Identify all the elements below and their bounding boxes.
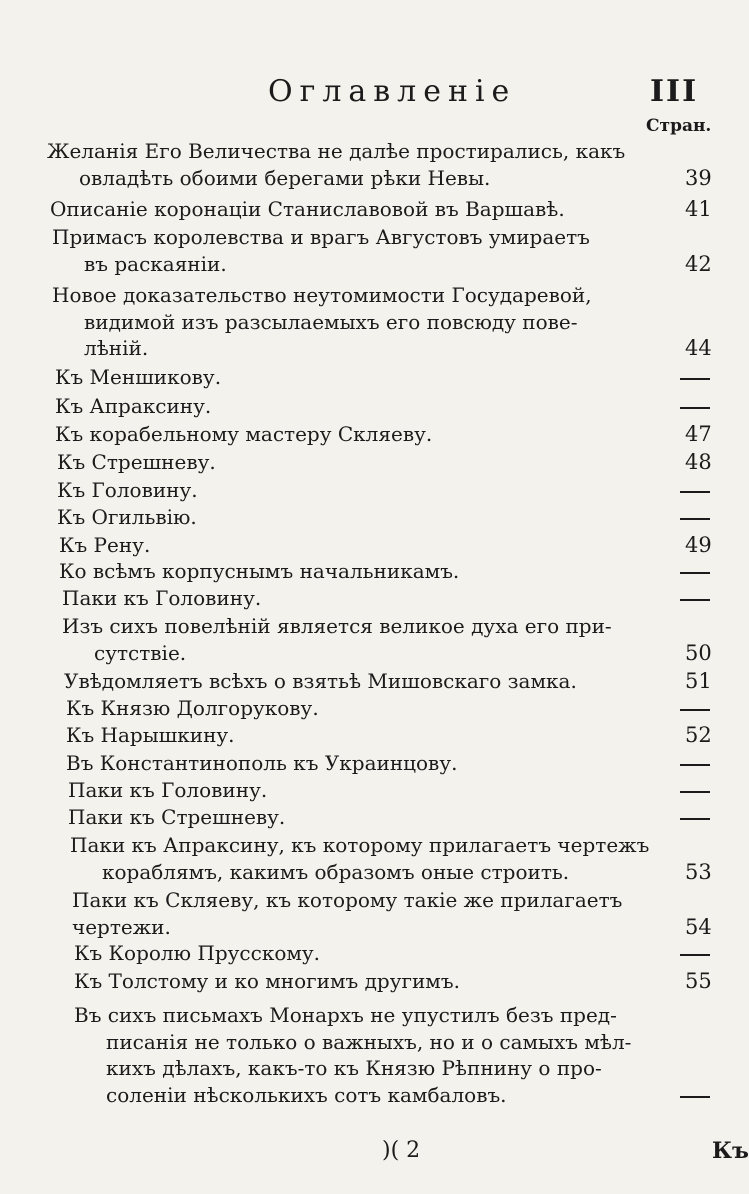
toc-entry-line: соленіи нѣсколькихъ сотъ камбаловъ. bbox=[106, 1082, 507, 1107]
toc-ditto-dash bbox=[680, 407, 710, 409]
toc-entry bbox=[57, 477, 198, 504]
toc-entry-line: Къ Королю Прусскому. bbox=[74, 941, 321, 965]
toc-ditto-dash bbox=[680, 572, 710, 574]
toc-entry bbox=[52, 224, 712, 277]
toc-entry bbox=[50, 196, 712, 223]
toc-entry-line: Къ Головину. bbox=[57, 478, 198, 502]
toc-entry-line: Новое доказательство неутомимости Государевой, bbox=[52, 283, 592, 307]
toc-entry-line: Паки къ Головину. bbox=[68, 778, 268, 802]
toc-entry bbox=[72, 887, 712, 940]
toc-entry-line: Увѣдомляетъ всѣхъ о взятьѣ Мишовскаго замка. bbox=[64, 669, 577, 693]
toc-page-number: 41 bbox=[685, 197, 712, 221]
toc-page-number: 55 bbox=[685, 969, 712, 993]
toc-page-number: 48 bbox=[685, 450, 712, 474]
signature-mark: )( 2 bbox=[382, 1138, 421, 1163]
toc-entry-line: Къ Князю Долгорукову. bbox=[66, 696, 319, 720]
toc-ditto-dash bbox=[680, 709, 710, 711]
toc-entry-line: Въ Константинополь къ Украинцову. bbox=[66, 751, 458, 775]
toc-entry-line: писанія не только о важныхъ, но и о самыхъ мѣл- bbox=[106, 1029, 632, 1054]
toc-entry bbox=[59, 532, 712, 559]
toc-entry-line: Къ Огильвію. bbox=[57, 505, 197, 529]
toc-entry bbox=[57, 449, 712, 476]
toc-entry bbox=[70, 832, 712, 885]
toc-entry bbox=[68, 777, 267, 804]
toc-ditto-dash bbox=[680, 818, 710, 820]
toc-entry-line: Къ Меншикову. bbox=[55, 365, 222, 389]
toc-entry bbox=[66, 750, 457, 777]
toc-entry bbox=[74, 1002, 631, 1108]
toc-page-number: 42 bbox=[685, 251, 712, 276]
toc-entry-line: Паки къ Скляеву, къ которому такіе же прилагаетъ bbox=[72, 888, 623, 912]
toc-entry bbox=[68, 804, 285, 831]
toc-page-number: 53 bbox=[685, 859, 712, 884]
toc-entry-line: Къ корабельному мастеру Скляеву. bbox=[55, 422, 433, 446]
toc-entry-line: кораблямъ, какимъ образомъ оные строить. bbox=[102, 859, 570, 884]
toc-entry-line: лѣній. bbox=[84, 336, 149, 360]
toc-ditto-dash bbox=[680, 764, 710, 766]
toc-page-number: 52 bbox=[685, 723, 712, 747]
toc-page-number: 49 bbox=[685, 533, 712, 557]
toc-ditto-dash bbox=[680, 378, 710, 380]
toc-entry bbox=[47, 138, 712, 191]
toc-entry-line: Описаніе коронаціи Станиславовой въ Варшавѣ. bbox=[50, 197, 565, 221]
toc-entry bbox=[62, 585, 261, 612]
toc-page-number: 47 bbox=[685, 422, 712, 446]
toc-entry bbox=[55, 364, 221, 391]
toc-ditto-dash bbox=[680, 491, 710, 493]
toc-entry-line: Паки къ Стрешневу. bbox=[68, 805, 286, 829]
toc-entry-line: Паки къ Апраксину, къ которому прилагаетъ чертежъ bbox=[70, 833, 650, 857]
toc-entry-line: чертежи. bbox=[72, 914, 171, 939]
toc-entry bbox=[62, 613, 712, 666]
toc-entry-line: кихъ дѣлахъ, какъ-то къ Князю Рѣпнину о про- bbox=[106, 1056, 602, 1080]
toc-entry-line: овладѣть обоими берегами рѣки Невы. bbox=[79, 165, 491, 190]
toc-entry bbox=[64, 668, 712, 695]
toc-ditto-dash bbox=[680, 954, 710, 956]
toc-page-number: 51 bbox=[685, 669, 712, 693]
toc-page-number: 54 bbox=[685, 914, 712, 939]
toc-entry bbox=[66, 695, 319, 722]
toc-entry-line: Ко всѣмъ корпуснымъ начальникамъ. bbox=[59, 559, 460, 583]
toc-ditto-dash bbox=[680, 518, 710, 520]
page-number: III bbox=[650, 74, 699, 109]
toc-entry-line: Къ Рену. bbox=[59, 533, 151, 557]
toc-ditto-dash bbox=[680, 599, 710, 601]
toc-entry bbox=[57, 504, 197, 531]
toc-page-number: 44 bbox=[685, 336, 712, 360]
toc-entry-line: видимой изъ разсылаемыхъ его повсюду пове- bbox=[84, 309, 578, 334]
toc-ditto-dash bbox=[680, 1096, 710, 1098]
toc-entry bbox=[74, 940, 320, 967]
toc-entry-line: Къ Нарышкину. bbox=[66, 723, 235, 747]
toc-entry bbox=[66, 722, 712, 749]
toc-entry bbox=[74, 968, 712, 995]
toc-entry bbox=[55, 393, 211, 420]
toc-page-number: 39 bbox=[685, 165, 712, 190]
toc-entry-line: Желанія Его Величества не далѣе простирались, какъ bbox=[47, 139, 626, 163]
toc-entry-line: въ раскаяніи. bbox=[84, 251, 227, 276]
toc-entry bbox=[52, 282, 712, 362]
toc-entry-line: Паки къ Головину. bbox=[62, 586, 262, 610]
catchword: Къ bbox=[712, 1138, 749, 1164]
toc-entry-line: Къ Апраксину. bbox=[55, 394, 212, 418]
toc-page-number: 50 bbox=[685, 640, 712, 665]
page-column-label: Стран. bbox=[646, 116, 712, 136]
toc-entry-line: Къ Толстому и ко многимъ другимъ. bbox=[74, 969, 460, 993]
page-title: Оглавленіе bbox=[268, 74, 517, 109]
toc-entry-line: Примасъ королевства и врагъ Августовъ умираетъ bbox=[52, 225, 590, 249]
toc-entry-line: Къ Стрешневу. bbox=[57, 450, 216, 474]
toc-entry-line: Изъ сихъ повелѣній является великое духа его при- bbox=[62, 614, 612, 638]
toc-entry-line: сутствіе. bbox=[94, 640, 187, 665]
toc-entry bbox=[59, 558, 459, 585]
toc-entry bbox=[55, 421, 712, 448]
toc-ditto-dash bbox=[680, 791, 710, 793]
toc-entry-line: Въ сихъ письмахъ Монархъ не упустилъ безъ пред- bbox=[74, 1003, 617, 1027]
